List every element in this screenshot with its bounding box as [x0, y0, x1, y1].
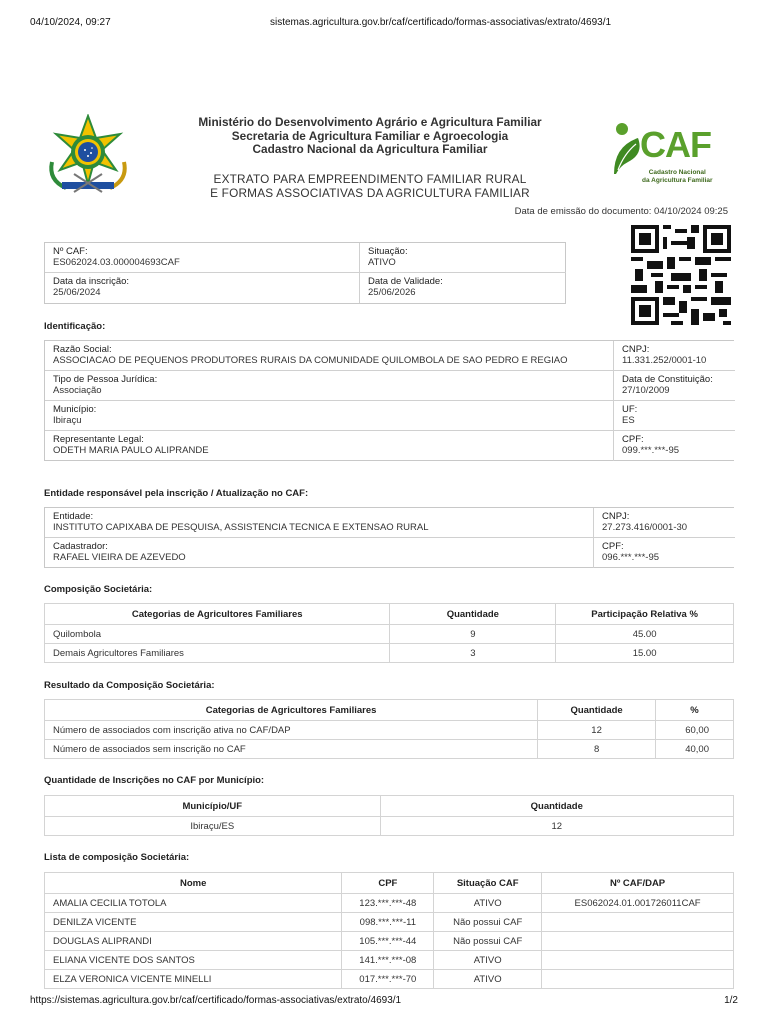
table-cell: Número de associados sem inscrição no CAF [45, 740, 538, 759]
validade-label: Data de Validade: [368, 276, 443, 287]
situacao-cell [360, 243, 566, 273]
caf-logo-text: CAF [640, 124, 711, 165]
table-header-row [45, 796, 734, 817]
footer-url-link[interactable]: https://sistemas.agricultura.gov.br/caf/certificado/formas-associativas/extrato/4693/1 [30, 995, 402, 1006]
caf-number-value: ES062024.03.000004693CAF [53, 257, 180, 268]
caf-logo-subtitle [642, 169, 713, 184]
table-row [45, 644, 734, 663]
resultado-table [44, 699, 734, 759]
municipio-value: Ibiraçu [53, 415, 82, 426]
print-header [30, 17, 768, 31]
column-header: Participação Relativa % [556, 604, 734, 625]
entidade-cnpj-cell [594, 508, 735, 538]
table-cell: DENILZA VICENTE [45, 913, 342, 932]
table-cell: ELIANA VICENTE DOS SANTOS [45, 951, 342, 970]
representante-cpf-label: CPF: [622, 434, 644, 445]
table-cell: Não possui CAF [434, 932, 542, 951]
entidade-value: INSTITUTO CAPIXABA DE PESQUISA, ASSISTENCIA TECNICA E EXTENSAO RURAL [53, 522, 429, 533]
emission-date: Data de emissão do documento: 04/10/2024 09:25 [514, 206, 728, 217]
secretariat-name: Secretaria de Agricultura Familiar e Agroecologia [231, 128, 509, 143]
tipo-cell [45, 371, 614, 401]
identificacao-box [44, 340, 734, 461]
table-header-row [45, 873, 734, 894]
table-row [45, 951, 734, 970]
table-cell: 098.***.***-11 [342, 913, 434, 932]
entidade-cnpj-value: 27.273.416/0001-30 [602, 522, 688, 533]
table-header-row [45, 700, 734, 721]
column-header: Categorias de Agricultores Familiares [45, 604, 390, 625]
table-cell: ATIVO [434, 951, 542, 970]
table-cell: ES062024.01.001726011CAF [542, 894, 734, 913]
column-header: Categorias de Agricultores Familiares [45, 700, 538, 721]
constituicao-label: Data de Constituição: [622, 374, 713, 385]
cadastrador-label: Cadastrador: [53, 541, 108, 552]
table-row [45, 817, 734, 836]
table-cell: Número de associados com inscrição ativa no CAF/DAP [45, 721, 538, 740]
column-header: Nº CAF/DAP [542, 873, 734, 894]
table-cell: Demais Agricultores Familiares [45, 644, 390, 663]
table-row [45, 721, 734, 740]
caf-logo-sub1: Cadastro Nacional [648, 169, 706, 176]
representante-cpf-value: 099.***.***-95 [622, 445, 680, 456]
table-cell: 45.00 [556, 625, 734, 644]
lista-table [44, 872, 734, 989]
table-cell: 017.***.***-70 [342, 970, 434, 989]
ministry-header [150, 116, 590, 157]
registry-name: Cadastro Nacional da Agricultura Familiar [252, 142, 488, 156]
razao-cell [45, 341, 614, 371]
table-cell: 12 [380, 817, 733, 836]
table-cell: Quilombola [45, 625, 390, 644]
column-header: Quantidade [390, 604, 556, 625]
table-cell: 141.***.***-08 [342, 951, 434, 970]
uf-label: UF: [622, 404, 638, 415]
municipios-table [44, 795, 734, 836]
cnpj-value: 11.331.252/0001-10 [622, 355, 707, 366]
table-row [45, 932, 734, 951]
situacao-value: ATIVO [368, 257, 396, 268]
table-cell [542, 932, 734, 951]
tipo-label: Tipo de Pessoa Jurídica: [53, 374, 158, 385]
representante-cpf-cell [614, 431, 735, 461]
table-cell: 40,00 [656, 740, 734, 759]
cadastrador-cell [45, 538, 594, 568]
validade-cell [360, 273, 566, 303]
column-header: Quantidade [380, 796, 733, 817]
entidade-label: Entidade: [53, 511, 94, 522]
cadastrador-cpf-label: CPF: [602, 541, 624, 552]
entidade-cell [45, 508, 594, 538]
municipio-label: Município: [53, 404, 97, 415]
print-datetime: 04/10/2024, 09:27 [30, 17, 111, 28]
document-title-line1: EXTRATO PARA EMPREENDIMENTO FAMILIAR RURAL [213, 172, 527, 186]
column-header: % [656, 700, 734, 721]
column-header: Nome [45, 873, 342, 894]
municipios-title: Quantidade de Inscrições no CAF por Município: [44, 775, 265, 786]
entidade-title: Entidade responsável pela inscrição / Atualização no CAF: [44, 488, 309, 499]
table-cell: 8 [538, 740, 656, 759]
inscricao-cell [45, 273, 360, 303]
table-cell: DOUGLAS ALIPRANDI [45, 932, 342, 951]
entidade-cnpj-label: CNPJ: [602, 511, 630, 522]
constituicao-value: 27/10/2009 [622, 385, 670, 396]
entidade-box [44, 507, 734, 568]
lista-title: Lista de composição Societária: [44, 852, 190, 863]
representante-label: Representante Legal: [53, 434, 144, 445]
qr-code-icon [629, 225, 733, 325]
table-cell: AMALIA CECILIA TOTOLA [45, 894, 342, 913]
table-cell: 60,00 [656, 721, 734, 740]
table-row [45, 894, 734, 913]
municipio-cell [45, 401, 614, 431]
caf-logo-sub2: da Agricultura Familiar [642, 176, 713, 184]
table-row [45, 625, 734, 644]
composicao-table [44, 603, 734, 663]
inscricao-label: Data da inscrição: [53, 276, 130, 287]
table-row [45, 970, 734, 989]
validade-value: 25/06/2026 [368, 287, 416, 298]
table-cell: 105.***.***-44 [342, 932, 434, 951]
ministry-name: Ministério do Desenvolvimento Agrário e Agricultura Familiar [198, 115, 542, 129]
caf-status-box [44, 242, 566, 304]
table-header-row [45, 604, 734, 625]
table-cell [542, 970, 734, 989]
print-url: sistemas.agricultura.gov.br/caf/certificado/formas-associativas/extrato/4693/1 [270, 17, 612, 28]
table-cell: 15.00 [556, 644, 734, 663]
situacao-label: Situação: [368, 246, 408, 257]
resultado-title: Resultado da Composição Societária: [44, 680, 215, 691]
table-cell: Ibiraçu/ES [45, 817, 381, 836]
table-cell: ATIVO [434, 894, 542, 913]
table-cell [542, 951, 734, 970]
caf-logo [606, 114, 720, 190]
razao-label: Razão Social: [53, 344, 112, 355]
caf-number-label: Nº CAF: [53, 246, 88, 257]
table-cell: 12 [538, 721, 656, 740]
cadastrador-cpf-value: 096.***.***-95 [602, 552, 660, 563]
table-cell: 123.***.***-48 [342, 894, 434, 913]
table-cell: ATIVO [434, 970, 542, 989]
representante-cell [45, 431, 614, 461]
constituicao-cell [614, 371, 735, 401]
table-cell [542, 913, 734, 932]
brazil-coat-of-arms-icon [44, 114, 132, 196]
representante-value: ODETH MARIA PAULO ALIPRANDE [53, 445, 209, 456]
column-header: Situação CAF [434, 873, 542, 894]
uf-value: ES [622, 415, 635, 426]
cadastrador-cpf-cell [594, 538, 735, 568]
table-cell: 3 [390, 644, 556, 663]
page-number: 1/2 [724, 995, 738, 1006]
composicao-title: Composição Societária: [44, 584, 153, 595]
tipo-value: Associação [53, 385, 102, 396]
table-cell: 9 [390, 625, 556, 644]
column-header: Município/UF [45, 796, 381, 817]
cnpj-label: CNPJ: [622, 344, 650, 355]
razao-value: ASSOCIACAO DE PEQUENOS PRODUTORES RURAIS DA COMUNIDADE QUILOMBOLA DE SAO PEDRO E REGIAO [53, 355, 568, 366]
caf-number-cell [45, 243, 360, 273]
identificacao-title: Identificação: [44, 321, 106, 332]
document-title-line2: E FORMAS ASSOCIATIVAS DA AGRICULTURA FAMILIAR [210, 185, 530, 200]
cadastrador-value: RAFAEL VIEIRA DE AZEVEDO [53, 552, 186, 563]
uf-cell [614, 401, 735, 431]
table-cell: ELZA VERONICA VICENTE MINELLI [45, 970, 342, 989]
inscricao-value: 25/06/2024 [53, 287, 101, 298]
column-header: Quantidade [538, 700, 656, 721]
table-row [45, 740, 734, 759]
document-title [150, 173, 590, 200]
column-header: CPF [342, 873, 434, 894]
table-row [45, 913, 734, 932]
cnpj-cell [614, 341, 735, 371]
table-cell: Não possui CAF [434, 913, 542, 932]
